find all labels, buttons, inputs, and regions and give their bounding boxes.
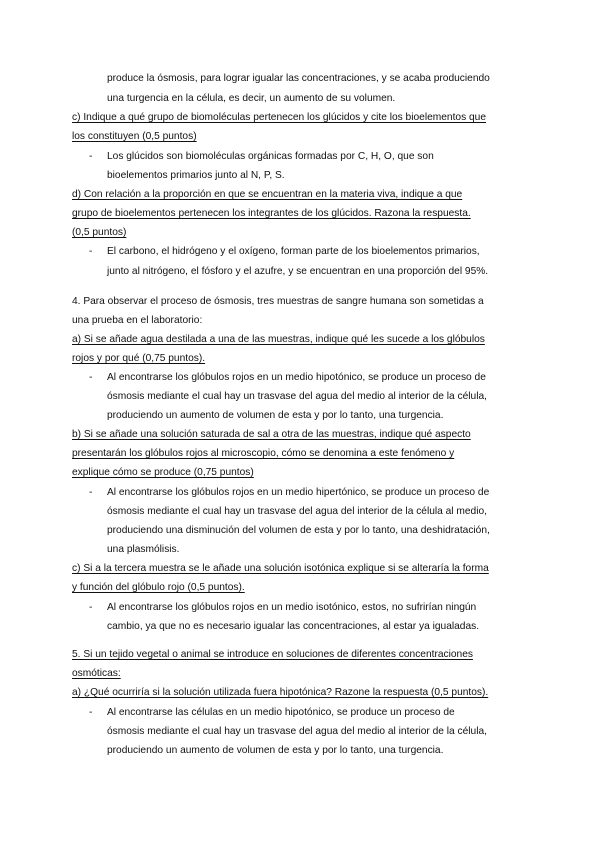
question-5-heading: osmóticas: <box>72 668 121 679</box>
bullet-dash: - <box>89 707 93 718</box>
answer-4b: ósmosis mediante el cual hay un trasvase del agua del interior de la célula al medio, <box>107 506 487 517</box>
question-4c: c) Si a la tercera muestra se le añade una solución isotónica explique si se alteraría la forma <box>72 563 489 574</box>
answer-4c: Al encontrarse los glóbulos rojos en un medio isotónico, estos, no sufrirían ningún <box>107 602 477 613</box>
answer-5a: ósmosis mediante el cual hay un trasvase del agua del medio al interior de la célula, <box>107 726 487 737</box>
answer-3d: junto al nitrógeno, el fósforo y el azufre, y se encuentran en una proporción del 95%. <box>107 266 489 277</box>
answer-4a: Al encontrarse los glóbulos rojos en un medio hipotónico, se produce un proceso de <box>107 372 486 383</box>
question-4b: explique cómo se produce (0,75 puntos) <box>72 467 254 478</box>
bullet-dash: - <box>89 487 93 498</box>
bullet-dash: - <box>89 602 93 613</box>
bullet-dash: - <box>89 372 93 383</box>
question-3c: c) Indique a qué grupo de biomoléculas pertenecen los glúcidos y cite los bioelementos que <box>72 112 486 123</box>
question-4c: y función del glóbulo rojo (0,5 puntos). <box>72 582 245 593</box>
bullet-dash: - <box>89 151 93 162</box>
answer-3c: Los glúcidos son biomoléculas orgánicas formadas por C, H, O, que son <box>107 151 434 162</box>
answer-line: produce la ósmosis, para lograr igualar las concentraciones, y se acaba produciendo <box>107 73 490 84</box>
answer-4b: Al encontrarse los glóbulos rojos en un medio hipertónico, se produce un proceso de <box>107 487 490 498</box>
answer-5a: Al encontrarse las células en un medio hipotónico, se produce un proceso de <box>107 707 455 718</box>
answer-4b: produciendo una disminución del volumen de esta y por lo tanto, una deshidratación, <box>107 525 490 536</box>
question-3d: (0,5 puntos) <box>72 227 127 238</box>
question-3d: grupo de bioelementos pertenecen los integrantes de los glúcidos. Razona la respuesta. <box>72 208 471 219</box>
answer-5a: produciendo un aumento de volumen de esta y por lo tanto, una turgencia. <box>107 745 444 756</box>
question-3d: d) Con relación a la proporción en que se encuentran en la materia viva, indique a que <box>72 189 463 200</box>
answer-4c: cambio, ya que no es necesario igualar las concentraciones, al estar ya igualadas. <box>107 621 480 632</box>
question-5a: a) ¿Qué ocurriría si la solución utilizada fuera hipotónica? Razone la respuesta (0,5 puntos). <box>72 687 489 698</box>
question-5-heading: 5. Si un tejido vegetal o animal se introduce en soluciones de diferentes concentraciones <box>72 649 473 660</box>
question-4a: a) Si se añade agua destilada a una de las muestras, indique qué les sucede a los glóbulos <box>72 334 485 345</box>
bullet-dash: - <box>89 246 93 257</box>
question-4b: b) Si se añade una solución saturada de sal a otra de las muestras, indique qué aspecto <box>72 429 471 440</box>
question-3c: los constituyen (0,5 puntos) <box>72 131 197 142</box>
answer-4b: una plasmólisis. <box>107 544 180 555</box>
answer-line: una turgencia en la célula, es decir, un aumento de su volumen. <box>107 93 396 104</box>
question-4-heading: 4. Para observar el proceso de ósmosis, tres muestras de sangre humana son sometidas a <box>72 296 484 307</box>
answer-4a: produciendo un aumento de volumen de esta y por lo tanto, una turgencia. <box>107 410 444 421</box>
answer-3c: bioelementos primarios junto al N, P, S. <box>107 170 285 181</box>
question-4-heading: una prueba en el laboratorio: <box>72 315 203 326</box>
question-4a: rojos y por qué (0,75 puntos). <box>72 353 206 364</box>
answer-3d: El carbono, el hidrógeno y el oxígeno, forman parte de los bioelementos primarios, <box>107 246 480 257</box>
answer-4a: ósmosis mediante el cual hay un trasvase del agua del medio al interior de la célula, <box>107 391 487 402</box>
question-4b: presentarán los glóbulos rojos al microscopio, cómo se denomina a este fenómeno y <box>72 448 455 459</box>
